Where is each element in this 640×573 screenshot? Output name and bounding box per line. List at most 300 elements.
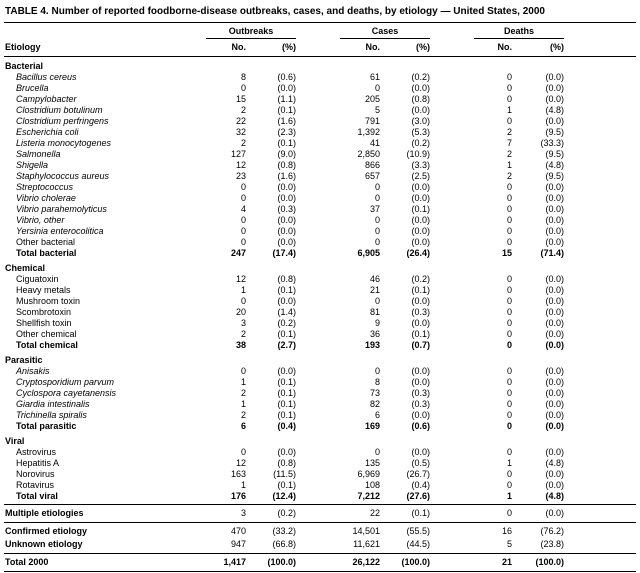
cell-cases-no: 0 (374, 296, 380, 306)
table-bottom-rule (4, 571, 636, 572)
cell-outbreaks-pct: (0.6) (277, 72, 296, 82)
cell-deaths-pct: (9.5) (545, 149, 564, 159)
cell-outbreaks-no: 15 (235, 94, 246, 104)
etiology-row (4, 138, 636, 149)
cell-cases-pct: (0.0) (411, 105, 430, 115)
section-header-row (4, 436, 636, 447)
cell-outbreaks-no: 2 (240, 329, 246, 339)
cell-cases-pct: (26.4) (406, 248, 430, 258)
etiology-label: Other bacterial (16, 237, 76, 247)
etiology-label: Scombrotoxin (16, 307, 72, 317)
cell-deaths-pct: (4.8) (545, 160, 564, 170)
deaths-group-label: Deaths (474, 26, 564, 39)
cell-outbreaks-no: 2 (240, 105, 246, 115)
cell-cases-pct: (0.8) (411, 94, 430, 104)
cell-deaths-pct: (0.0) (545, 469, 564, 479)
etiology-label: Unknown etiology (5, 539, 83, 549)
cell-cases-no: 0 (374, 182, 380, 192)
cell-cases-pct: (27.6) (406, 491, 430, 501)
cell-outbreaks-no: 1 (240, 285, 246, 295)
table-title: TABLE 4. Number of reported foodborne-disease outbreaks, cases, and deaths, by etiology — United States, 2000 (5, 6, 545, 17)
cell-deaths-pct: (0.0) (545, 508, 564, 518)
etiology-row (4, 237, 636, 248)
cases-column-group (296, 26, 430, 39)
cell-cases-pct: (0.0) (411, 226, 430, 236)
cell-cases-pct: (26.7) (406, 469, 430, 479)
etiology-row (4, 366, 636, 377)
cell-cases-pct: (0.0) (411, 447, 430, 457)
cell-cases-no: 14,501 (352, 526, 380, 536)
total-row (4, 421, 636, 432)
cell-outbreaks-pct: (0.2) (277, 508, 296, 518)
cell-deaths-pct: (0.0) (545, 204, 564, 214)
cell-cases-pct: (0.0) (411, 215, 430, 225)
cell-outbreaks-pct: (1.1) (277, 94, 296, 104)
cell-deaths-pct: (0.0) (545, 388, 564, 398)
rule-before-multiple-etiologies (4, 504, 636, 505)
cell-outbreaks-pct: (0.1) (277, 388, 296, 398)
cell-deaths-pct: (0.0) (545, 274, 564, 284)
cell-outbreaks-pct: (0.0) (277, 237, 296, 247)
etiology-label: Total parasitic (16, 421, 77, 431)
cell-deaths-pct: (33.3) (540, 138, 564, 148)
cell-cases-no: 657 (364, 171, 380, 181)
cell-deaths-no: 1 (506, 491, 512, 501)
table-body (4, 61, 636, 572)
total-row (4, 491, 636, 502)
cell-deaths-no: 0 (506, 340, 512, 350)
etiology-row (4, 105, 636, 116)
etiology-label: Cyclospora cayetanensis (16, 388, 117, 398)
cell-outbreaks-no: 3 (240, 318, 246, 328)
cell-cases-pct: (0.7) (411, 340, 430, 350)
cell-cases-pct: (0.0) (411, 366, 430, 376)
cell-deaths-pct: (23.8) (540, 539, 564, 549)
cell-outbreaks-pct: (2.7) (277, 340, 296, 350)
etiology-row (4, 377, 636, 388)
cell-outbreaks-pct: (0.1) (277, 377, 296, 387)
section-header-row (4, 355, 636, 366)
cell-cases-pct: (0.0) (411, 410, 430, 420)
cell-deaths-pct: (0.0) (545, 226, 564, 236)
section-header-row (4, 263, 636, 274)
cell-cases-no: 11,621 (353, 539, 380, 549)
etiology-row (4, 127, 636, 138)
cell-deaths-pct: (4.8) (545, 458, 564, 468)
etiology-label: Escherichia coli (16, 127, 79, 137)
cell-deaths-pct: (0.0) (545, 215, 564, 225)
cell-cases-pct: (2.5) (411, 171, 430, 181)
etiology-label: Salmonella (16, 149, 61, 159)
cell-cases-pct: (0.1) (411, 508, 430, 518)
cell-outbreaks-pct: (0.4) (277, 421, 296, 431)
cell-cases-no: 1,392 (357, 127, 380, 137)
cell-deaths-no: 0 (506, 83, 512, 93)
cell-outbreaks-no: 22 (235, 116, 246, 126)
cell-deaths-no: 1 (506, 160, 512, 170)
deaths-column-group (430, 26, 564, 39)
cell-deaths-pct: (9.5) (545, 127, 564, 137)
cell-outbreaks-no: 0 (240, 226, 246, 236)
etiology-label: Norovirus (16, 469, 55, 479)
cell-deaths-pct: (0.0) (545, 307, 564, 317)
cell-deaths-pct: (0.0) (545, 285, 564, 295)
etiology-row (4, 182, 636, 193)
cell-deaths-no: 5 (506, 539, 512, 549)
cases-pct-header: (%) (416, 42, 430, 52)
cell-deaths-no: 0 (506, 447, 512, 457)
etiology-row (4, 480, 636, 491)
cell-outbreaks-no: 163 (230, 469, 246, 479)
cell-outbreaks-pct: (0.0) (277, 366, 296, 376)
etiology-label: Staphylococcus aureus (16, 171, 110, 181)
cell-outbreaks-no: 2 (240, 138, 246, 148)
cell-deaths-pct: (0.0) (545, 193, 564, 203)
cases-group-label: Cases (340, 26, 430, 39)
cell-outbreaks-no: 947 (230, 539, 246, 549)
total-row (4, 340, 636, 351)
cell-deaths-no: 0 (506, 508, 512, 518)
etiology-label: Shigella (16, 160, 49, 170)
etiology-label: Total chemical (16, 340, 78, 350)
cell-cases-pct: (44.5) (406, 539, 430, 549)
cell-cases-pct: (0.4) (411, 480, 430, 490)
cell-deaths-pct: (4.8) (545, 105, 564, 115)
cell-cases-pct: (0.2) (411, 138, 430, 148)
cell-deaths-no: 0 (506, 274, 512, 284)
cell-cases-no: 7,212 (357, 491, 380, 501)
cell-outbreaks-pct: (0.1) (277, 399, 296, 409)
cell-deaths-no: 0 (506, 307, 512, 317)
cell-deaths-pct: (71.4) (540, 248, 564, 258)
cell-cases-no: 193 (364, 340, 380, 350)
etiology-label: Viral (5, 436, 25, 446)
cell-cases-no: 21 (369, 285, 380, 295)
etiology-label: Trichinella spiralis (16, 410, 87, 420)
etiology-label: Vibrio, other (16, 215, 65, 225)
etiology-row (4, 116, 636, 127)
cell-outbreaks-pct: (0.0) (277, 182, 296, 192)
cell-deaths-no: 0 (506, 421, 512, 431)
summary-row-confirmed-etiology (4, 525, 636, 538)
etiology-row (4, 399, 636, 410)
cell-deaths-no: 0 (506, 193, 512, 203)
cell-cases-no: 5 (374, 105, 380, 115)
cell-deaths-pct: (0.0) (545, 421, 564, 431)
cell-outbreaks-pct: (0.8) (277, 274, 296, 284)
cell-outbreaks-no: 1 (240, 377, 246, 387)
cell-cases-pct: (5.3) (411, 127, 430, 137)
cell-deaths-pct: (0.0) (545, 237, 564, 247)
cell-outbreaks-pct: (1.6) (277, 116, 296, 126)
cell-deaths-no: 0 (506, 116, 512, 126)
cell-deaths-no: 0 (506, 285, 512, 295)
etiology-label: Anisakis (16, 366, 50, 376)
etiology-row (4, 171, 636, 182)
etiology-label: Confirmed etiology (5, 526, 88, 536)
cell-cases-no: 6,969 (357, 469, 380, 479)
cell-deaths-pct: (4.8) (545, 491, 564, 501)
etiology-row (4, 94, 636, 105)
cell-cases-pct: (0.1) (411, 285, 430, 295)
cell-deaths-no: 1 (506, 105, 512, 115)
etiology-label: Astrovirus (16, 447, 57, 457)
cell-deaths-no: 0 (506, 296, 512, 306)
etiology-label: Mushroom toxin (16, 296, 81, 306)
cell-deaths-pct: (76.2) (540, 526, 564, 536)
etiology-row (4, 410, 636, 421)
cell-cases-no: 0 (374, 237, 380, 247)
cell-deaths-no: 0 (506, 215, 512, 225)
cell-cases-pct: (55.5) (406, 526, 430, 536)
etiology-row (4, 318, 636, 329)
etiology-label: Bacillus cereus (16, 72, 77, 82)
cell-deaths-pct: (0.0) (545, 377, 564, 387)
cell-cases-pct: (3.3) (411, 160, 430, 170)
cell-outbreaks-pct: (0.1) (277, 138, 296, 148)
cell-cases-no: 0 (374, 193, 380, 203)
cell-outbreaks-no: 23 (235, 171, 246, 181)
cell-outbreaks-pct: (1.4) (277, 307, 296, 317)
summary-row-unknown-etiology (4, 538, 636, 551)
cell-deaths-pct: (0.0) (545, 329, 564, 339)
cases-no-header: No. (365, 42, 380, 52)
rule-before-confirmed-etiology (4, 522, 636, 523)
etiology-column-header: Etiology (5, 42, 41, 52)
cell-cases-no: 6 (374, 410, 380, 420)
header-bottom-rule (4, 56, 636, 57)
cell-outbreaks-pct: (17.4) (272, 248, 296, 258)
cell-deaths-no: 1 (506, 458, 512, 468)
cell-outbreaks-pct: (33.2) (272, 526, 296, 536)
cell-deaths-no: 0 (506, 182, 512, 192)
etiology-label: Giardia intestinalis (16, 399, 90, 409)
cell-cases-no: 8 (374, 377, 380, 387)
cell-cases-no: 9 (374, 318, 380, 328)
cell-deaths-pct: (0.0) (545, 116, 564, 126)
cell-cases-no: 82 (369, 399, 380, 409)
etiology-row (4, 388, 636, 399)
rule-before-grand-total (4, 553, 636, 554)
cell-outbreaks-no: 176 (230, 491, 246, 501)
etiology-row (4, 215, 636, 226)
etiology-label: Clostridium botulinum (16, 105, 103, 115)
cell-deaths-no: 2 (506, 127, 512, 137)
cell-deaths-no: 0 (506, 329, 512, 339)
etiology-label: Bacterial (5, 61, 44, 71)
etiology-row (4, 307, 636, 318)
cell-outbreaks-pct: (2.3) (277, 127, 296, 137)
cell-deaths-no: 0 (506, 377, 512, 387)
cell-cases-no: 6,905 (357, 248, 380, 258)
cell-deaths-no: 0 (506, 399, 512, 409)
cell-outbreaks-no: 32 (235, 127, 246, 137)
etiology-row (4, 274, 636, 285)
cell-deaths-pct: (0.0) (545, 366, 564, 376)
cell-deaths-pct: (0.0) (545, 480, 564, 490)
cell-cases-pct: (0.3) (411, 399, 430, 409)
cell-outbreaks-pct: (9.0) (277, 149, 296, 159)
etiology-row (4, 447, 636, 458)
cell-cases-no: 205 (364, 94, 380, 104)
cell-outbreaks-pct: (12.4) (272, 491, 296, 501)
etiology-row (4, 296, 636, 307)
cell-cases-no: 135 (364, 458, 380, 468)
etiology-row (4, 204, 636, 215)
cell-deaths-pct: (0.0) (545, 399, 564, 409)
etiology-label: Ciguatoxin (16, 274, 59, 284)
cell-cases-pct: (0.2) (411, 72, 430, 82)
etiology-row (4, 72, 636, 83)
cell-cases-no: 169 (364, 421, 380, 431)
etiology-row (4, 193, 636, 204)
etiology-row (4, 149, 636, 160)
cell-deaths-no: 0 (506, 388, 512, 398)
cell-outbreaks-pct: (0.3) (277, 204, 296, 214)
cell-cases-no: 791 (364, 116, 380, 126)
cell-deaths-pct: (100.0) (535, 557, 564, 567)
cell-outbreaks-pct: (0.0) (277, 226, 296, 236)
cell-cases-pct: (100.0) (401, 557, 430, 567)
cell-cases-no: 108 (364, 480, 380, 490)
cell-deaths-no: 2 (506, 149, 512, 159)
cell-cases-no: 26,122 (352, 557, 380, 567)
cell-cases-no: 61 (369, 72, 380, 82)
cell-deaths-no: 0 (506, 469, 512, 479)
deaths-no-header: No. (497, 42, 512, 52)
cell-cases-no: 36 (369, 329, 380, 339)
cell-outbreaks-pct: (0.1) (277, 329, 296, 339)
cell-deaths-no: 0 (506, 72, 512, 82)
cell-deaths-no: 0 (506, 318, 512, 328)
cell-outbreaks-no: 0 (240, 296, 246, 306)
cell-outbreaks-no: 1,417 (223, 557, 246, 567)
cell-outbreaks-pct: (100.0) (267, 557, 296, 567)
etiology-row (4, 458, 636, 469)
cell-deaths-no: 0 (506, 204, 512, 214)
cell-deaths-no: 0 (506, 226, 512, 236)
etiology-row (4, 469, 636, 480)
cell-deaths-pct: (0.0) (545, 340, 564, 350)
cell-outbreaks-no: 470 (230, 526, 246, 536)
cell-outbreaks-no: 0 (240, 193, 246, 203)
cell-cases-no: 22 (369, 508, 380, 518)
cell-deaths-pct: (0.0) (545, 72, 564, 82)
cell-cases-pct: (0.1) (411, 329, 430, 339)
etiology-label: Chemical (5, 263, 46, 273)
outbreaks-column-group (204, 26, 296, 39)
cell-outbreaks-pct: (1.6) (277, 171, 296, 181)
cell-outbreaks-no: 8 (240, 72, 246, 82)
cell-outbreaks-no: 0 (240, 182, 246, 192)
etiology-row (4, 329, 636, 340)
cell-outbreaks-no: 0 (240, 237, 246, 247)
outbreaks-pct-header: (%) (282, 42, 296, 52)
cell-deaths-no: 15 (501, 248, 512, 258)
cell-cases-no: 0 (374, 366, 380, 376)
cell-cases-pct: (10.9) (406, 149, 430, 159)
cell-deaths-pct: (0.0) (545, 410, 564, 420)
cell-outbreaks-no: 2 (240, 388, 246, 398)
cell-deaths-pct: (0.0) (545, 94, 564, 104)
etiology-label: Total viral (16, 491, 58, 501)
cell-cases-no: 41 (369, 138, 380, 148)
cell-outbreaks-no: 3 (240, 508, 246, 518)
cell-cases-pct: (0.5) (411, 458, 430, 468)
cell-cases-no: 81 (369, 307, 380, 317)
outbreaks-no-header: No. (231, 42, 246, 52)
cell-outbreaks-no: 0 (240, 366, 246, 376)
deaths-pct-header: (%) (550, 42, 564, 52)
etiology-label: Hepatitis A (16, 458, 60, 468)
cell-outbreaks-no: 1 (240, 399, 246, 409)
cell-cases-pct: (0.6) (411, 421, 430, 431)
cell-outbreaks-pct: (0.8) (277, 458, 296, 468)
cell-outbreaks-no: 12 (235, 458, 246, 468)
cell-outbreaks-no: 12 (235, 160, 246, 170)
cell-outbreaks-no: 0 (240, 447, 246, 457)
etiology-label: Cryptosporidium parvum (16, 377, 115, 387)
etiology-label: Multiple etiologies (5, 508, 84, 518)
cell-outbreaks-pct: (0.0) (277, 296, 296, 306)
etiology-label: Campylobacter (16, 94, 77, 104)
etiology-row (4, 285, 636, 296)
cell-outbreaks-no: 127 (230, 149, 246, 159)
grand-total-row (4, 556, 636, 569)
cell-cases-no: 37 (369, 204, 380, 214)
etiology-label: Rotavirus (16, 480, 55, 490)
cell-outbreaks-no: 20 (235, 307, 246, 317)
cell-cases-pct: (0.0) (411, 182, 430, 192)
cell-cases-no: 0 (374, 226, 380, 236)
cell-outbreaks-pct: (0.0) (277, 83, 296, 93)
cell-deaths-pct: (0.0) (545, 296, 564, 306)
etiology-label: Total 2000 (5, 557, 49, 567)
cell-deaths-no: 0 (506, 366, 512, 376)
cell-cases-pct: (3.0) (411, 116, 430, 126)
cell-cases-no: 866 (364, 160, 380, 170)
etiology-label: Listeria monocytogenes (16, 138, 112, 148)
cell-cases-no: 73 (369, 388, 380, 398)
cell-deaths-pct: (9.5) (545, 171, 564, 181)
cell-outbreaks-pct: (0.8) (277, 160, 296, 170)
etiology-label: Shellfish toxin (16, 318, 72, 328)
cell-outbreaks-pct: (0.1) (277, 105, 296, 115)
cell-cases-no: 0 (374, 215, 380, 225)
cell-deaths-no: 2 (506, 171, 512, 181)
cell-outbreaks-pct: (0.1) (277, 410, 296, 420)
etiology-label: Streptococcus (16, 182, 74, 192)
cell-deaths-pct: (0.0) (545, 182, 564, 192)
cell-outbreaks-pct: (11.5) (273, 469, 296, 479)
etiology-label: Yersinia enterocolitica (16, 226, 104, 236)
cell-outbreaks-no: 0 (240, 215, 246, 225)
cell-outbreaks-no: 4 (240, 204, 246, 214)
outbreaks-group-label: Outbreaks (206, 26, 296, 39)
etiology-row (4, 226, 636, 237)
cell-outbreaks-no: 2 (240, 410, 246, 420)
etiology-label: Vibrio cholerae (16, 193, 76, 203)
etiology-label: Other chemical (16, 329, 77, 339)
cell-deaths-no: 21 (501, 557, 512, 567)
cell-cases-pct: (0.3) (411, 388, 430, 398)
cell-cases-pct: (0.0) (411, 83, 430, 93)
section-header-row (4, 61, 636, 72)
cell-deaths-no: 0 (506, 480, 512, 490)
cell-outbreaks-no: 6 (240, 421, 246, 431)
cell-outbreaks-no: 247 (230, 248, 246, 258)
cell-deaths-no: 7 (506, 138, 512, 148)
